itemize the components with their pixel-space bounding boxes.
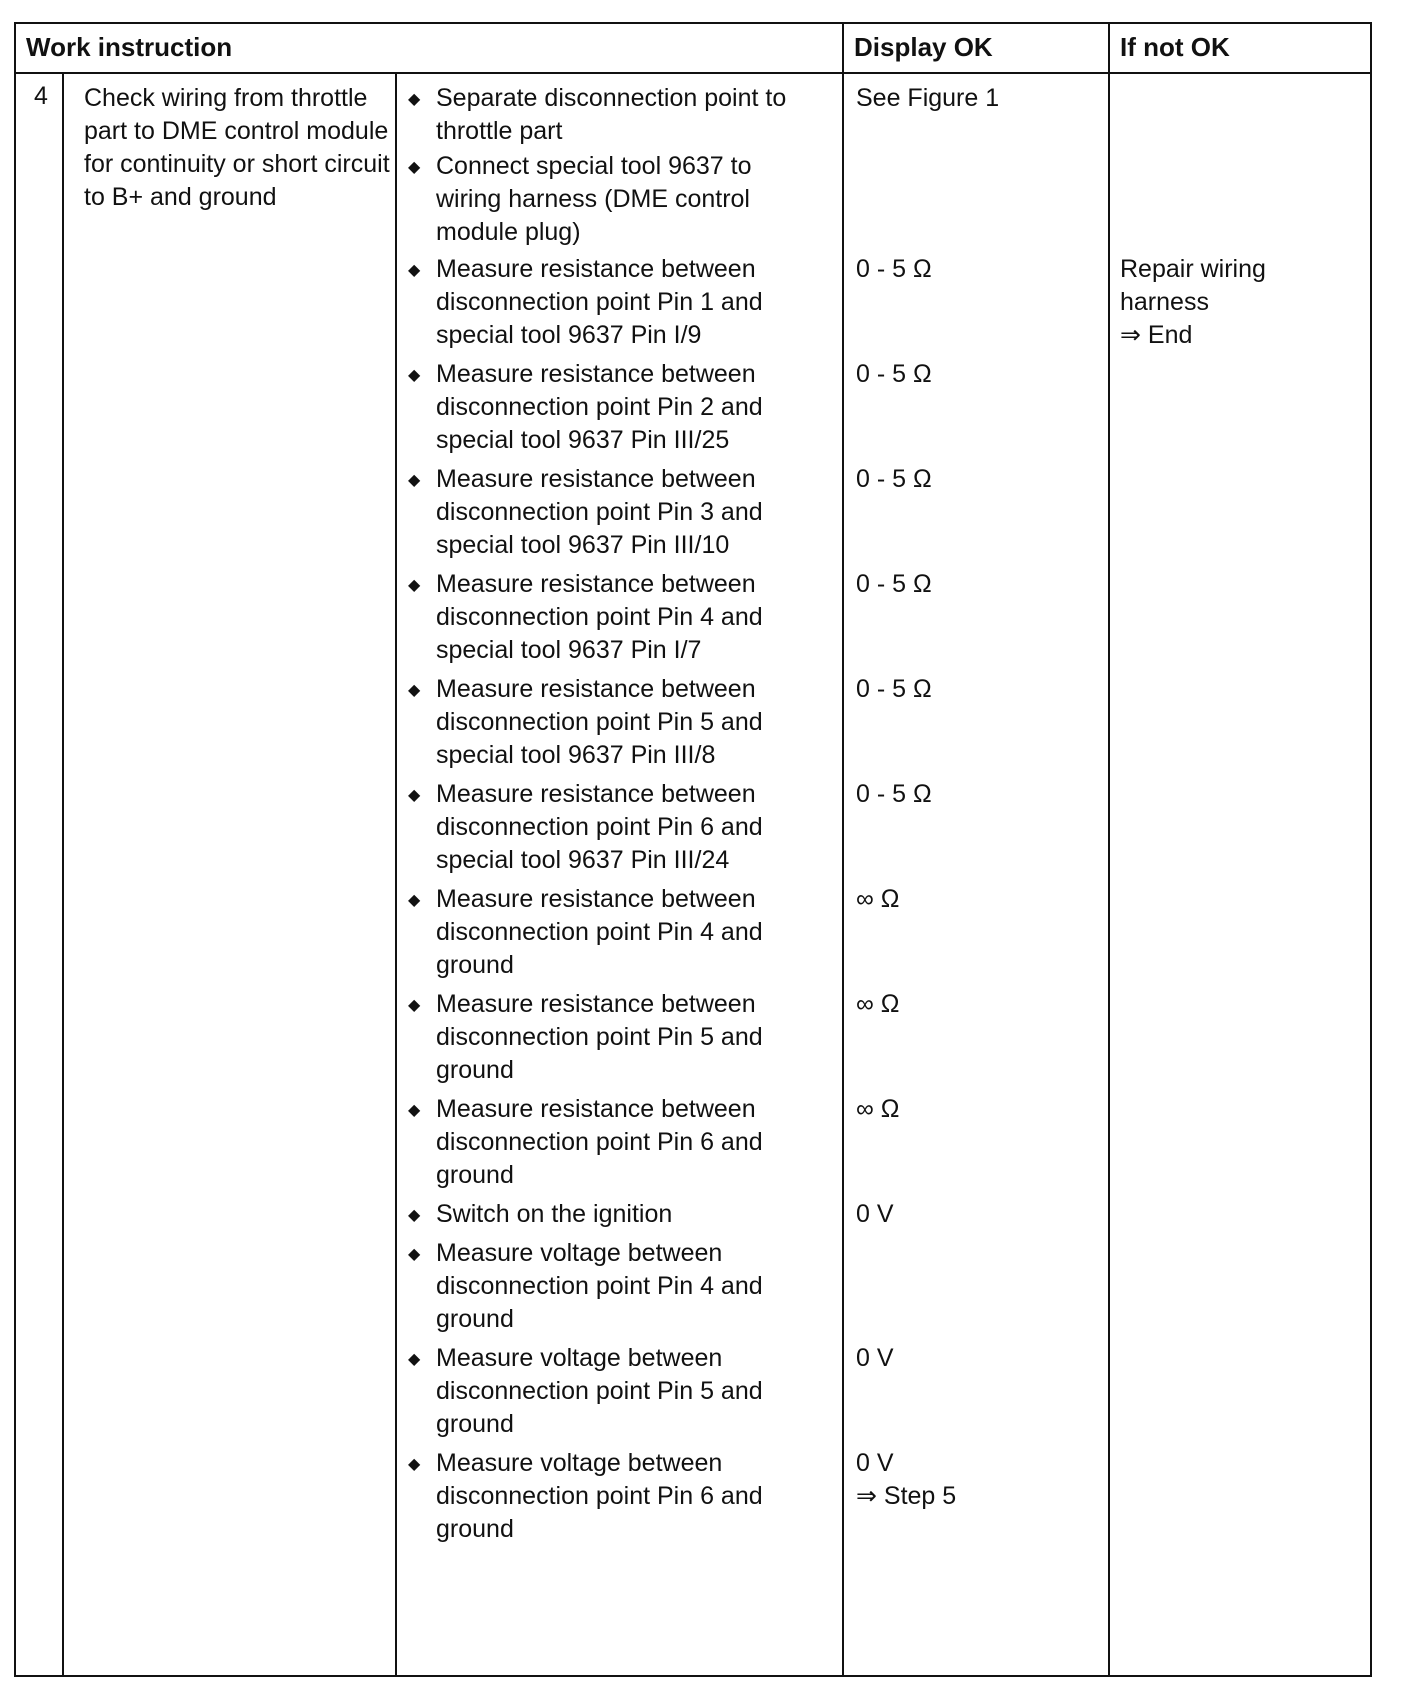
display-ok-value: 0 - 5 Ω [856,780,932,808]
divider-step [62,72,64,1675]
bullet-icon: ◆ [408,1246,421,1263]
bullet-icon: ◆ [408,91,421,108]
display-ok-value: ∞ Ω [856,885,900,913]
display-ok-value: 0 - 5 Ω [856,255,932,283]
instruction-text: Measure voltage between disconnection point Pin 4 and ground [436,1239,763,1333]
divider-display [842,24,844,1675]
bullet-icon: ◆ [408,1102,421,1119]
instruction-text: Switch on the ignition [436,1200,673,1228]
bullet-icon: ◆ [408,159,421,176]
display-ok-value: 0 - 5 Ω [856,465,932,493]
bullet-icon: ◆ [408,262,421,279]
divider-notok [1108,24,1110,1675]
header-divider [16,72,1370,74]
display-ok-value: See Figure 1 [856,84,1000,112]
instruction-text: Measure resistance between disconnection point Pin 6 and special tool 9637 Pin III/24 [436,780,763,874]
step-description: Check wiring from throttle part to DME control module for continuity or short circuit to B+ and ground [84,84,390,211]
bullet-icon: ◆ [408,892,421,909]
instruction-text: Measure voltage between disconnection point Pin 5 and ground [436,1344,763,1438]
work-instruction-table [14,22,1372,1677]
bullet-icon: ◆ [408,787,421,804]
bullet-icon: ◆ [408,997,421,1014]
instruction-text: Measure resistance between disconnection point Pin 5 and special tool 9637 Pin III/8 [436,675,763,769]
if-not-ok-value: Repair wiring harness ⇒ End [1120,255,1266,349]
bullet-icon: ◆ [408,472,421,489]
display-ok-value: 0 V [856,1200,894,1228]
instruction-text: Measure resistance between disconnection point Pin 6 and ground [436,1095,763,1189]
bullet-icon: ◆ [408,1456,421,1473]
display-ok-value: ∞ Ω [856,1095,900,1123]
divider-description [395,72,397,1675]
instruction-text: Measure resistance between disconnection point Pin 1 and special tool 9637 Pin I/9 [436,255,763,349]
instruction-text: Measure resistance between disconnection point Pin 3 and special tool 9637 Pin III/10 [436,465,763,559]
bullet-icon: ◆ [408,682,421,699]
instruction-text: Measure resistance between disconnection point Pin 2 and special tool 9637 Pin III/25 [436,360,763,454]
header-if-not-ok: If not OK [1120,32,1230,62]
header-work-instruction: Work instruction [26,32,233,62]
bullet-icon: ◆ [408,577,421,594]
bullet-icon: ◆ [408,367,421,384]
step-number: 4 [34,82,48,110]
display-ok-value: 0 V ⇒ Step 5 [856,1449,957,1510]
instruction-text: Measure voltage between disconnection point Pin 6 and ground [436,1449,763,1543]
display-ok-value: 0 - 5 Ω [856,570,932,598]
bullet-icon: ◆ [408,1351,421,1368]
instruction-text: Measure resistance between disconnection point Pin 4 and special tool 9637 Pin I/7 [436,570,763,664]
instruction-text: Separate disconnection point to throttle part [436,84,787,145]
display-ok-value: 0 V [856,1344,894,1372]
instruction-text: Connect special tool 9637 to wiring harness (DME control module plug) [436,152,752,246]
instruction-text: Measure resistance between disconnection point Pin 4 and ground [436,885,763,979]
instruction-text: Measure resistance between disconnection point Pin 5 and ground [436,990,763,1084]
header-display-ok: Display OK [854,32,993,62]
display-ok-value: ∞ Ω [856,990,900,1018]
display-ok-value: 0 - 5 Ω [856,675,932,703]
bullet-icon: ◆ [408,1207,421,1224]
display-ok-value: 0 - 5 Ω [856,360,932,388]
